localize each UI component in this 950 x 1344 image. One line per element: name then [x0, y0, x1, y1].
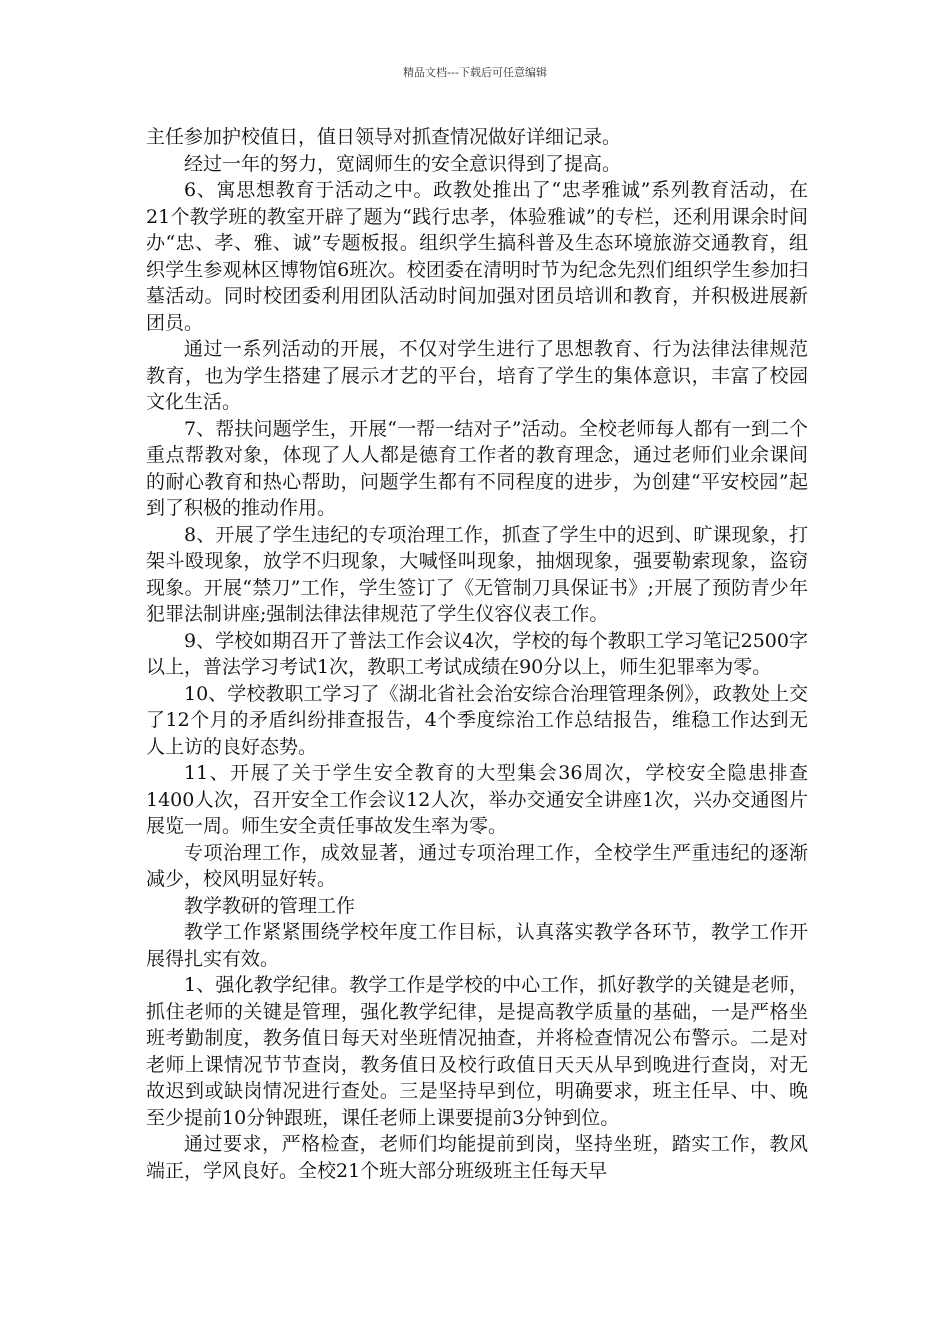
paragraph: 7、帮扶问题学生，开展“一帮一结对子”活动。全校老师每人都有一到二个重点帮教对象，体现了人人都是德育工作者的教育理念，通过老师们业余课间的耐心教育和热心帮助，问题学生都有不同程度的进步，为创建“平安校园”起到了积极的推动作用。 [146, 417, 808, 519]
paragraph: 9、学校如期召开了普法工作会议4次，学校的每个教职工学习笔记2500字以上，普法学习考试1次，教职工考试成绩在90分以上，师生犯罪率为零。 [146, 629, 808, 678]
paragraph: 主任参加护校值日，值日领导对抓查情况做好详细记录。 [146, 126, 622, 148]
paragraph: 通过要求，严格检查，老师们均能提前到岗，坚持坐班，踏实工作，教风端正，学风良好。全校21个班大部分班级班主任每天早 [146, 1133, 808, 1182]
paragraph: 专项治理工作，成效显著，通过专项治理工作，全校学生严重违纪的逐渐减少，校风明显好转。 [146, 841, 808, 890]
paragraph: 1、强化教学纪律。教学工作是学校的中心工作，抓好教学的关键是老师，抓住老师的关键是管理，强化教学纪律，是提高教学质量的基础，一是严格坐班考勤制度，教务值日每天对坐班情况抽查，并将检查情况公布警示。二是对老师上课情况节节查岗，教务值日及校行政值日天天从早到晚进行查岗，对无故迟到或缺岗情况进行查处。三是坚持早到位，明确要求，班主任早、中、晚至少提前10分钟跟班，课任老师上课要提前3分钟到位。 [146, 974, 808, 1129]
paragraph: 10、学校教职工学习了《湖北省社会治安综合治理管理条例》，政教处上交了12个月的矛盾纠纷排查报告，4个季度综治工作总结报告，维稳工作达到无人上访的良好态势。 [146, 682, 808, 758]
section-heading: 教学教研的管理工作 [184, 894, 356, 917]
paragraph: 通过一系列活动的开展，不仅对学生进行了思想教育、行为法律法律规范教育，也为学生搭建了展示才艺的平台，培育了学生的集体意识，丰富了校园文化生活。 [146, 338, 808, 413]
paragraph: 教学工作紧紧围绕学校年度工作目标，认真落实教学各环节，教学工作开展得扎实有效。 [146, 921, 808, 970]
document-body [146, 124, 808, 1184]
paragraph: 6、寓思想教育于活动之中。政教处推出了“忠孝雅诚”系列教育活动，在21个教学班的教室开辟了题为“践行忠孝，体验雅诚”的专栏，还利用课余时间办“忠、孝、雅、诚”专题板报。组织学生搞科普及生态环境旅游交通教育，组织学生参观林区博物馆6班次。校团委在清明时节为纪念先烈们组织学生参加扫墓活动。同时校团委利用团队活动时间加强对团员培训和教育，并积极进展新团员。 [146, 179, 808, 334]
page-header: 精品文档---下载后可任意编辑 [403, 66, 547, 79]
paragraph: 11、开展了关于学生安全教育的大型集会36周次，学校安全隐患排查1400人次，召开安全工作会议12人次，举办交通安全讲座1次，兴办交通图片展览一周。师生安全责任事故发生率为零。 [146, 762, 808, 837]
paragraph: 经过一年的努力，宽阔师生的安全意识得到了提高。 [184, 152, 622, 175]
paragraph: 8、开展了学生违纪的专项治理工作，抓查了学生中的迟到、旷课现象，打架斗殴现象，放学不归现象，大喊怪叫现象，抽烟现象，强要勒索现象，盗窃现象。开展“禁刀”工作，学生签订了《无管制刀具保证书》;开展了预防青少年犯罪法制讲座;强制法律法律规范了学生仪容仪表工作。 [146, 523, 808, 625]
